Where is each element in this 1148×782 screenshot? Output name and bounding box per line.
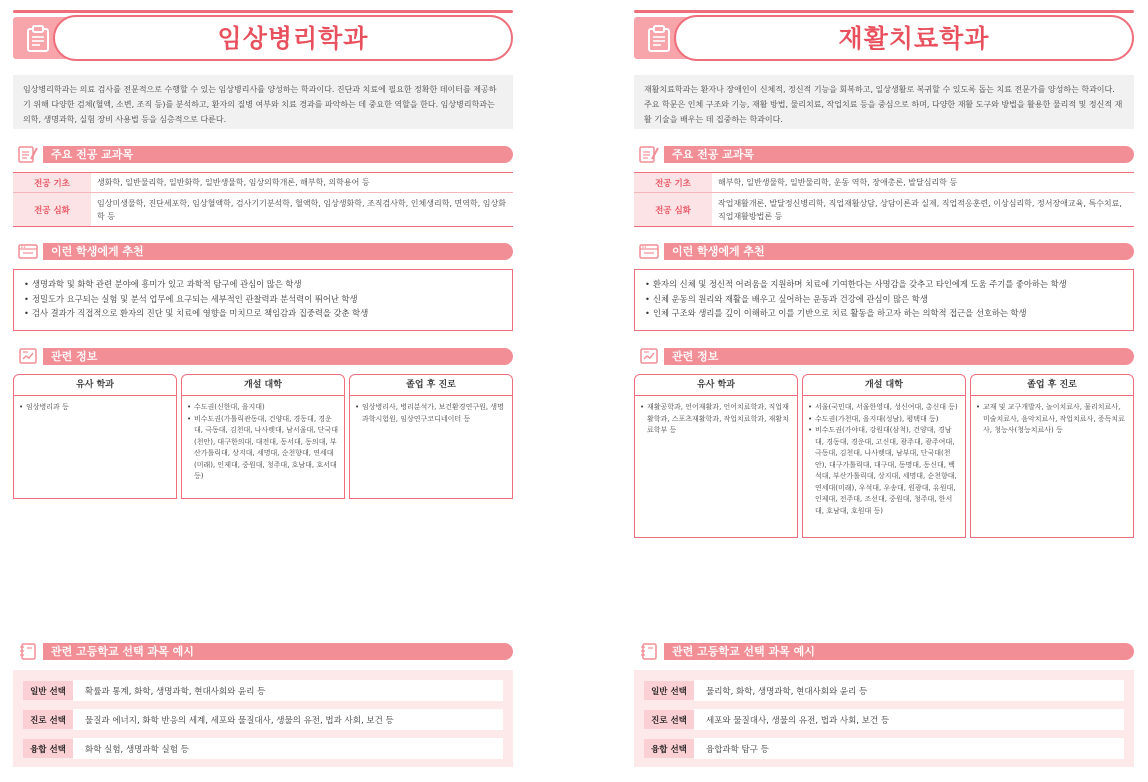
section-title: 관련 고등학교 선택 과목 예시 [672,645,815,658]
recommend-item: • 신체 운동의 원리와 재활을 배우고 싶어하는 운동과 건강에 관심이 많은 학생 [645,292,1123,307]
notebook-icon [13,641,43,661]
department-title: 임상병리학과 [217,24,369,53]
highschool-row-label: 융합 선택 [23,739,73,758]
highschool-row-career [23,709,503,730]
section-title: 이런 학생에게 추천 [51,245,144,258]
department-intro: 임상병리학과는 의료 검사를 전문적으로 수행할 수 있는 임상병리사를 양성하는 학과이다. 진단과 치료에 필요한 정확한 데이터를 제공하기 위해 다양한 검체(혈액, 소변, 조직 등)를 분석하고, 환자의 질병 여부와 치료 경과를 파악하는 데 중요한 역할을 한다. 임상병리학과는 의학, 생명과학, 실험 장비 사용법 등을 심층적으로 다룬다. [13,75,513,129]
recommend-item: • 환자의 신체 및 정신적 어려움을 지원하며 치료에 기여한다는 사명감을 갖추고 타인에게 도움 주기를 좋아하는 학생 [645,277,1123,292]
section-title: 이런 학생에게 추천 [672,245,765,258]
subjects-row-value: 작업재활개론, 발달정신병리학, 직업재활상담, 상담이론과 실제, 직업적응훈련, 이상심리학, 정서장애교육, 특수치료, 직업재활방법론 등 [718,198,1122,221]
info-item: • 수도권(신한대, 을지대) [187,402,339,414]
subjects-row-label: 전공 기초 [13,173,91,192]
highschool-courses [13,670,513,767]
subjects-table [634,172,1134,227]
highschool-row-value: 세포와 물질대사, 생물의 유전, 법과 사회, 보건 등 [694,709,1124,730]
section-header-recommend [13,241,513,261]
left-department-column [13,0,513,782]
recommend-item: • 생명과학 및 화학 관련 분야에 흥미가 있고 과학적 탐구에 관심이 많은 학생 [24,277,502,292]
highschool-row-value: 물리학, 화학, 생명과학, 현대사회와 윤리 등 [694,680,1124,701]
department-title-banner [13,10,513,60]
highschool-row-value: 화학 실험, 생명과학 실험 등 [73,738,503,759]
highschool-row-label: 진로 선택 [644,710,694,729]
info-item: • 임상병리과 등 [19,402,171,414]
document-chart-icon [634,346,664,366]
section-title: 관련 정보 [51,350,98,363]
info-item: • 서울(국민대, 서울한영대, 성신여대, 총신대 등) [808,402,960,414]
info-box-head: 졸업 후 진로 [971,375,1133,396]
similar-departments-box [13,374,177,499]
info-box-head: 개설 대학 [182,375,344,396]
department-intro: 재활치료학과는 환자나 장애인이 신체적, 정신적 기능을 회복하고, 일상생활로 복귀할 수 있도록 돕는 치료 전문가를 양성하는 학과이다. 주요 학문은 인체 구조와 기능, 재활 방법, 물리치료, 작업치료 등을 중심으로 하며, 다양한 재활 도구와 방법을 활용한 물리적 및 정신적 재활 기술을 배우는 데 집중하는 학과이다. [634,75,1134,129]
section-title: 주요 전공 교과목 [672,148,755,161]
highschool-row-value: 융합과학 탐구 등 [694,738,1124,759]
section-header-subjects [13,144,513,164]
document-chart-icon [13,346,43,366]
section-header-subjects [634,144,1134,164]
info-box-head: 유사 학과 [14,375,176,396]
section-title: 관련 정보 [672,350,719,363]
info-item: • 수도권(가천대, 을지대(성남), 평택대 등) [808,414,960,426]
recommend-box [13,269,513,331]
section-title: 주요 전공 교과목 [51,148,134,161]
subjects-row-basic [13,173,513,193]
notepad-pen-icon [13,144,43,164]
subjects-row-value: 해부학, 일반생물학, 일반물리학, 운동 역학, 장애총론, 발달심리학 등 [718,178,958,187]
universities-box [181,374,345,499]
subjects-row-label: 전공 심화 [13,193,91,226]
section-header-info [634,346,1134,366]
highschool-row-career [644,709,1124,730]
subjects-row-label: 전공 심화 [634,193,712,226]
info-box-head: 졸업 후 진로 [350,375,512,396]
recommend-item: • 검사 결과가 직접적으로 환자의 진단 및 치료에 영향을 미치므로 책임감과 집중력을 갖춘 학생 [24,306,502,321]
recommend-item: • 정밀도가 요구되는 실험 및 분석 업무에 요구되는 세부적인 관찰력과 분석력이 뛰어난 학생 [24,292,502,307]
similar-departments-box [634,374,798,538]
highschool-courses [634,670,1134,767]
universities-box [802,374,966,538]
highschool-row-label: 융합 선택 [644,739,694,758]
highschool-row-general [644,680,1124,701]
section-header-highschool [634,641,1134,661]
careers-box [970,374,1134,538]
section-header-highschool [13,641,513,661]
highschool-row-convergence [644,738,1124,759]
subjects-row-advanced [13,193,513,226]
subjects-row-label: 전공 기초 [634,173,712,192]
browser-window-icon [634,241,664,261]
recommend-box [634,269,1134,331]
department-title: 재활치료학과 [838,24,990,53]
highschool-row-general [23,680,503,701]
subjects-row-advanced [634,193,1134,226]
department-title-banner [634,10,1134,60]
highschool-row-value: 확률과 통계, 화학, 생명과학, 현대사회와 윤리 등 [73,680,503,701]
banner-top-line [13,10,513,13]
info-box-head: 개설 대학 [803,375,965,396]
highschool-row-label: 일반 선택 [23,681,73,700]
right-department-column [634,0,1134,782]
notebook-icon [634,641,664,661]
section-header-recommend [634,241,1134,261]
banner-top-line [634,10,1134,13]
clipboard-icon [25,25,51,53]
subjects-row-value: 생화학, 일반물리학, 일반화학, 일반생물학, 임상의학개론, 해부학, 의학용어 등 [97,178,370,187]
subjects-row-basic [634,173,1134,193]
clipboard-icon [646,25,672,53]
info-item: • 교재 및 교구개발자, 놀이치료사, 물리치료사, 미술치료사, 음악치료사, 작업치료사, 증독치료사, 청능사(청능치료사) 등 [976,402,1128,437]
info-columns [634,374,1134,538]
section-header-info [13,346,513,366]
subjects-row-value: 임상미생물학, 진단세포학, 임상혈액학, 검사기기분석학, 혈액학, 임상생화학, 조직검사학, 인체생리학, 면역학, 임상화학 등 [97,198,506,221]
careers-box [349,374,513,499]
highschool-row-convergence [23,738,503,759]
info-item: • 비수도권(가톨릭관동대, 건양대, 경동대, 경운대, 극동대, 김천대, 나사렛대, 남서울대, 단국대(천안), 대구한의대, 대전대, 동서대, 동의대, 부산가톨릭대, 상지대, 세명대, 순천향대, 연세대(미래), 인제대, 중원대, 청주대, 호남대, 호서대 등) [187,414,339,483]
browser-window-icon [13,241,43,261]
info-item: • 재활공학과, 언어재활과, 언어치료학과, 직업재활학과, 스포츠재활학과, 작업치료학과, 재활치료학부 등 [640,402,792,437]
subjects-table [13,172,513,227]
highschool-row-value: 물질과 에너지, 화학 반응의 세계, 세포와 물질대사, 생물의 유전, 법과 사회, 보건 등 [73,709,503,730]
info-item: • 비수도권(가야대, 강원대(삼척), 건양대, 경남대, 경동대, 경운대, 고신대, 광주대, 광주여대, 극동대, 김천대, 나사렛대, 남부대, 단국대(천안), 대구가톨릭대, 대구대, 동명대, 동신대, 백석대, 부산가톨릭대, 상지대, 세명대, 순천향대, 연세대(미래), 우석대, 우송대, 원광대, 유원대, 인제대, 전주대, 조선대, 중원대, 청주대, 한서대, 호남대, 호원대 등) [808,425,960,517]
highschool-row-label: 일반 선택 [644,681,694,700]
highschool-row-label: 진로 선택 [23,710,73,729]
notepad-pen-icon [634,144,664,164]
info-box-head: 유사 학과 [635,375,797,396]
info-columns [13,374,513,499]
recommend-item: • 인체 구조와 생리를 깊이 이해하고 이를 기반으로 치료 활동을 하고자 하는 의학적 접근을 선호하는 학생 [645,306,1123,321]
section-title: 관련 고등학교 선택 과목 예시 [51,645,194,658]
info-item: • 임상병리사, 병리분석가, 보건환경연구원, 생명과학시험원, 임상연구코디네이터 등 [355,402,507,425]
